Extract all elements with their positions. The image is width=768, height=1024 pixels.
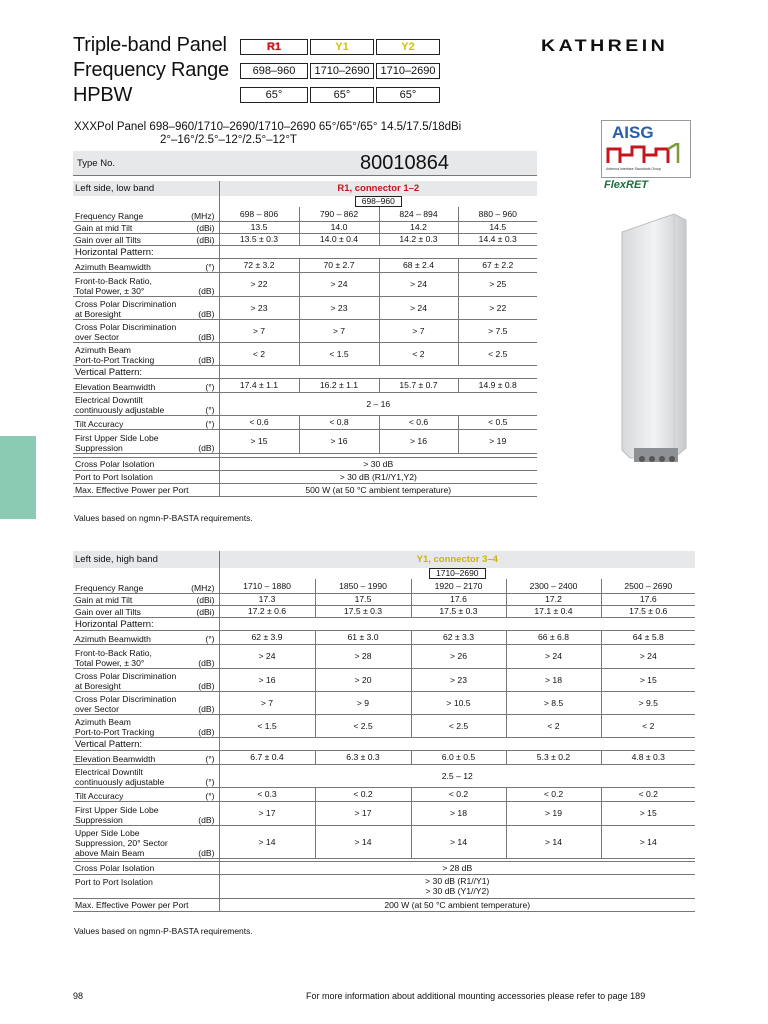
low-gain-all-unit: (dBi) <box>196 234 215 245</box>
high-fb-value: > 24 <box>219 644 315 668</box>
low-gain-mid-value: 14.0 <box>299 221 379 233</box>
low-ab-label: Azimuth Beam <box>75 344 131 355</box>
high-cpi-label: Cross Polar Isolation <box>73 861 219 874</box>
high-ab-value: < 2.5 <box>315 714 411 737</box>
high-sl20-label-3: above Main Beam <box>75 847 145 858</box>
high-el-value: 6.7 ± 0.4 <box>219 750 315 764</box>
high-ta-value: < 0.2 <box>601 787 695 801</box>
low-ab-value: < 1.5 <box>299 342 379 365</box>
high-horizontal-pattern-heading: Horizontal Pattern: <box>73 617 219 630</box>
footer-text: For more information about additional mounting accessories please refer to page 189 <box>306 991 646 1001</box>
low-vertical-pattern-heading: Vertical Pattern: <box>73 365 219 378</box>
high-cps-value: > 9 <box>315 691 411 714</box>
low-ta-value: < 0.5 <box>458 415 537 429</box>
low-dt-value: 2 – 16 <box>219 392 537 415</box>
high-az-label: Azimuth Beamwidth <box>75 633 151 644</box>
band-y2-hpbw: 65° <box>376 87 440 103</box>
low-gain-mid-label: Gain at mid Tilt <box>75 222 133 233</box>
high-ab-unit: (dB) <box>198 726 215 737</box>
high-cpb-unit: (dB) <box>198 680 215 691</box>
high-cpb-value: > 23 <box>411 668 506 691</box>
low-cpi-value: > 30 dB <box>219 457 537 470</box>
low-freq-col: 880 – 960 <box>458 207 537 221</box>
low-el-value: 15.7 ± 0.7 <box>379 378 458 392</box>
high-el-value: 6.3 ± 0.3 <box>315 750 411 764</box>
low-az-label: Azimuth Beamwidth <box>75 261 151 272</box>
type-number-label: Type No. <box>77 158 116 169</box>
low-cps-unit: (dB) <box>198 331 215 342</box>
low-sl-label: First Upper Side Lobe <box>75 432 159 443</box>
low-band-table <box>73 181 537 497</box>
high-cpb-value: > 20 <box>315 668 411 691</box>
low-cpb-value: > 23 <box>219 296 299 319</box>
low-cpb-unit: (dB) <box>198 308 215 319</box>
low-fb-value: > 24 <box>379 272 458 296</box>
high-ab-value: < 2 <box>506 714 601 737</box>
low-gain-mid-unit: (dBi) <box>196 222 215 233</box>
high-dt-unit: (°) <box>205 776 215 787</box>
high-sl-value: > 15 <box>601 801 695 825</box>
high-az-value: 61 ± 3.0 <box>315 630 411 644</box>
high-cpi-value: > 28 dB <box>219 861 695 874</box>
high-cps-label: Cross Polar Discrimination <box>75 693 177 704</box>
low-band-range: 698–960 <box>355 196 402 207</box>
band-r1-frequency: 698–960 <box>240 63 308 79</box>
high-freq-col: 1710 – 1880 <box>219 579 315 593</box>
low-cps-value: > 7 <box>299 319 379 342</box>
low-freq-col: 824 – 894 <box>379 207 458 221</box>
high-sl20-value: > 14 <box>601 825 695 858</box>
high-gain-all-value: 17.5 ± 0.6 <box>601 605 695 617</box>
low-dt-unit: (°) <box>205 404 215 415</box>
high-ta-value: < 0.2 <box>411 787 506 801</box>
low-fb-label: Front-to-Back Ratio, <box>75 275 152 286</box>
high-sl-value: > 18 <box>411 801 506 825</box>
high-az-value: 64 ± 5.8 <box>601 630 695 644</box>
high-cps-value: > 7 <box>219 691 315 714</box>
low-ta-label: Tilt Accuracy <box>75 418 124 429</box>
high-fb-value: > 28 <box>315 644 411 668</box>
high-fb-label: Front-to-Back Ratio, <box>75 647 152 658</box>
high-gain-all-value: 17.5 ± 0.3 <box>411 605 506 617</box>
band-r1-hpbw: 65° <box>240 87 308 103</box>
low-el-unit: (°) <box>205 381 215 392</box>
high-band-section-label: Left side, high band <box>73 551 219 568</box>
high-fb-unit: (dB) <box>198 657 215 668</box>
low-power-value: 500 W (at 50 °C ambient temperature) <box>219 483 537 496</box>
high-ta-value: < 0.2 <box>315 787 411 801</box>
low-ab-unit: (dB) <box>198 354 215 365</box>
high-az-unit: (°) <box>205 633 215 644</box>
low-ab-label-2: Port-to-Port Tracking <box>75 354 155 365</box>
band-y2-frequency: 1710–2690 <box>376 63 440 79</box>
low-ab-value: < 2.5 <box>458 342 537 365</box>
high-gain-all-label: Gain over all Tilts <box>75 606 141 617</box>
aisg-logo <box>601 120 691 178</box>
low-gain-mid-value: 14.5 <box>458 221 537 233</box>
header-hpbw: HPBW <box>73 84 133 106</box>
low-az-value: 70 ± 2.7 <box>299 258 379 272</box>
low-cpb-label-2: at Boresight <box>75 308 121 319</box>
high-ab-value: < 2.5 <box>411 714 506 737</box>
low-fb-value: > 24 <box>299 272 379 296</box>
low-sl-unit: (dB) <box>198 442 215 453</box>
high-sl-value: > 17 <box>219 801 315 825</box>
high-ta-value: < 0.3 <box>219 787 315 801</box>
high-freq-col: 2500 – 2690 <box>601 579 695 593</box>
high-cpb-value: > 18 <box>506 668 601 691</box>
high-fb-label-2: Total Power, ± 30° <box>75 657 145 668</box>
low-ta-value: < 0.6 <box>379 415 458 429</box>
low-ab-value: < 2 <box>379 342 458 365</box>
high-sl20-value: > 14 <box>506 825 601 858</box>
low-sl-value: > 16 <box>379 429 458 453</box>
low-freq-unit: (MHz) <box>191 210 215 221</box>
low-horizontal-pattern-heading: Horizontal Pattern: <box>73 245 219 258</box>
high-gain-mid-value: 17.6 <box>601 593 695 605</box>
high-gain-all-value: 17.5 ± 0.3 <box>315 605 411 617</box>
high-ppi-value-2: > 30 dB (Y1//Y2) <box>425 886 490 896</box>
high-gain-all-value: 17.1 ± 0.4 <box>506 605 601 617</box>
low-ta-value: < 0.8 <box>299 415 379 429</box>
low-freq-col: 698 – 806 <box>219 207 299 221</box>
low-cps-label: Cross Polar Discrimination <box>75 321 177 332</box>
high-sl20-label-2: Suppression, 20° Sector <box>75 837 168 848</box>
high-vertical-pattern-heading: Vertical Pattern: <box>73 737 219 750</box>
type-number-row <box>73 151 537 176</box>
high-sl20-value: > 14 <box>219 825 315 858</box>
high-power-value: 200 W (at 50 °C ambient temperature) <box>219 898 695 911</box>
high-band-range: 1710–2690 <box>429 568 486 579</box>
high-cps-unit: (dB) <box>198 703 215 714</box>
high-cpb-label: Cross Polar Discrimination <box>75 670 177 681</box>
low-dt-label: Electrical Downtilt <box>75 394 143 405</box>
type-number-value: 80010864 <box>360 152 449 174</box>
high-ta-label: Tilt Accuracy <box>75 790 124 801</box>
high-gain-mid-value: 17.6 <box>411 593 506 605</box>
low-freq-col: 790 – 862 <box>299 207 379 221</box>
high-band-connector: Y1, connector 3–4 <box>219 551 695 568</box>
high-sl20-value: > 14 <box>411 825 506 858</box>
high-ab-label-2: Port-to-Port Tracking <box>75 726 155 737</box>
high-gain-all-value: 17.2 ± 0.6 <box>219 605 315 617</box>
low-power-label: Max. Effective Power per Port <box>73 483 219 496</box>
low-cps-label-2: over Sector <box>75 331 119 342</box>
high-band-table <box>73 551 695 912</box>
low-cpb-value: > 24 <box>379 296 458 319</box>
high-gain-mid-label: Gain at mid Tilt <box>75 594 133 605</box>
low-dt-label-2: continuously adjustable <box>75 404 165 415</box>
high-ta-unit: (°) <box>205 790 215 801</box>
high-el-value: 4.8 ± 0.3 <box>601 750 695 764</box>
band-r1-label: R1 <box>240 39 308 55</box>
header-title: Triple-band Panel <box>73 34 227 56</box>
high-gain-mid-unit: (dBi) <box>196 594 215 605</box>
low-az-value: 72 ± 3.2 <box>219 258 299 272</box>
low-gain-all-value: 14.0 ± 0.4 <box>299 233 379 245</box>
low-az-value: 68 ± 2.4 <box>379 258 458 272</box>
low-sl-label-2: Suppression <box>75 442 123 453</box>
band-y1-frequency: 1710–2690 <box>310 63 374 79</box>
high-sl-label-2: Suppression <box>75 814 123 825</box>
low-gain-all-value: 13.5 ± 0.3 <box>219 233 299 245</box>
low-gain-all-value: 14.2 ± 0.3 <box>379 233 458 245</box>
band-y1-hpbw: 65° <box>310 87 374 103</box>
low-el-value: 14.9 ± 0.8 <box>458 378 537 392</box>
low-ta-unit: (°) <box>205 418 215 429</box>
high-ppi-value-1: > 30 dB (R1//Y1) <box>425 876 490 886</box>
low-el-value: 17.4 ± 1.1 <box>219 378 299 392</box>
high-ta-value: < 0.2 <box>506 787 601 801</box>
high-sl-unit: (dB) <box>198 814 215 825</box>
antenna-panel-image <box>612 212 698 470</box>
high-cpb-value: > 15 <box>601 668 695 691</box>
high-sl20-value: > 14 <box>315 825 411 858</box>
low-cpi-label: Cross Polar Isolation <box>73 457 219 470</box>
high-dt-label: Electrical Downtilt <box>75 766 143 777</box>
high-band-note: Values based on ngmn-P-BASTA requirements. <box>74 926 253 936</box>
high-el-label: Elevation Beamwidth <box>75 753 156 764</box>
aisg-antenna-icon <box>606 143 686 165</box>
high-sl20-label: Upper Side Lobe <box>75 827 140 838</box>
low-gain-all-label: Gain over all Tilts <box>75 234 141 245</box>
high-cpb-label-2: at Boresight <box>75 680 121 691</box>
high-freq-col: 1920 – 2170 <box>411 579 506 593</box>
high-sl-value: > 19 <box>506 801 601 825</box>
low-el-label: Elevation Beamwidth <box>75 381 156 392</box>
high-freq-label: Frequency Range <box>75 582 144 593</box>
low-gain-mid-value: 14.2 <box>379 221 458 233</box>
low-gain-mid-value: 13.5 <box>219 221 299 233</box>
low-sl-value: > 15 <box>219 429 299 453</box>
high-cps-label-2: over Sector <box>75 703 119 714</box>
high-ppi-label: Port to Port Isolation <box>73 874 219 898</box>
side-color-tab <box>0 436 36 519</box>
page-number: 98 <box>73 991 84 1001</box>
low-el-value: 16.2 ± 1.1 <box>299 378 379 392</box>
high-gain-mid-value: 17.3 <box>219 593 315 605</box>
header-frequency-range: Frequency Range <box>73 59 229 81</box>
low-band-note: Values based on ngmn-P-BASTA requirements. <box>74 513 253 523</box>
low-az-unit: (°) <box>205 261 215 272</box>
high-fb-value: > 24 <box>601 644 695 668</box>
aisg-logo-text: AISG <box>612 123 654 142</box>
high-freq-col: 2300 – 2400 <box>506 579 601 593</box>
high-gain-mid-value: 17.5 <box>315 593 411 605</box>
high-el-value: 6.0 ± 0.5 <box>411 750 506 764</box>
low-band-section-label: Left side, low band <box>73 181 219 196</box>
low-fb-unit: (dB) <box>198 285 215 296</box>
high-freq-col: 1850 – 1990 <box>315 579 411 593</box>
kathrein-logo: KATHREIN <box>541 36 669 55</box>
low-az-value: 67 ± 2.2 <box>458 258 537 272</box>
high-el-unit: (°) <box>205 753 215 764</box>
high-fb-value: > 24 <box>506 644 601 668</box>
low-ppi-label: Port to Port Isolation <box>73 470 219 483</box>
high-gain-all-unit: (dBi) <box>196 606 215 617</box>
high-az-value: 62 ± 3.3 <box>411 630 506 644</box>
band-y2-label: Y2 <box>376 39 440 55</box>
high-freq-unit: (MHz) <box>191 582 215 593</box>
flexret-logo: FlexRET <box>604 179 649 191</box>
low-band-connector: R1, connector 1–2 <box>219 181 537 196</box>
low-cpb-value: > 23 <box>299 296 379 319</box>
high-cpb-value: > 16 <box>219 668 315 691</box>
low-ta-value: < 0.6 <box>219 415 299 429</box>
high-el-value: 5.3 ± 0.2 <box>506 750 601 764</box>
low-cpb-value: > 22 <box>458 296 537 319</box>
low-cps-value: > 7 <box>219 319 299 342</box>
low-gain-all-value: 14.4 ± 0.3 <box>458 233 537 245</box>
low-fb-value: > 25 <box>458 272 537 296</box>
high-fb-value: > 26 <box>411 644 506 668</box>
product-title: XXXPol Panel 698–960/1710–2690/1710–2690 65°/65°/65° 14.5/17.5/18dBi <box>74 121 462 133</box>
high-az-value: 62 ± 3.9 <box>219 630 315 644</box>
low-ppi-value: > 30 dB (R1//Y1,Y2) <box>219 470 537 483</box>
low-sl-value: > 19 <box>458 429 537 453</box>
high-cps-value: > 8.5 <box>506 691 601 714</box>
high-power-label: Max. Effective Power per Port <box>73 898 219 911</box>
high-sl20-unit: (dB) <box>198 847 215 858</box>
high-cps-value: > 9.5 <box>601 691 695 714</box>
low-sl-value: > 16 <box>299 429 379 453</box>
low-ab-value: < 2 <box>219 342 299 365</box>
low-cpb-label: Cross Polar Discrimination <box>75 298 177 309</box>
band-y1-label: Y1 <box>310 39 374 55</box>
high-cps-value: > 10.5 <box>411 691 506 714</box>
high-sl-label: First Upper Side Lobe <box>75 804 159 815</box>
low-fb-label-2: Total Power, ± 30° <box>75 285 145 296</box>
high-sl-value: > 17 <box>315 801 411 825</box>
low-freq-label: Frequency Range <box>75 210 144 221</box>
high-ab-value: < 2 <box>601 714 695 737</box>
product-subtitle: 2°–16°/2.5°–12°/2.5°–12°T <box>160 134 297 146</box>
low-cps-value: > 7 <box>379 319 458 342</box>
high-dt-value: 2.5 – 12 <box>219 764 695 787</box>
high-dt-label-2: continuously adjustable <box>75 776 165 787</box>
high-ab-value: < 1.5 <box>219 714 315 737</box>
high-az-value: 66 ± 6.8 <box>506 630 601 644</box>
low-cps-value: > 7.5 <box>458 319 537 342</box>
high-gain-mid-value: 17.2 <box>506 593 601 605</box>
aisg-subtitle: Antenna Interface Standards Group <box>606 167 662 171</box>
high-ab-label: Azimuth Beam <box>75 716 131 727</box>
low-fb-value: > 22 <box>219 272 299 296</box>
